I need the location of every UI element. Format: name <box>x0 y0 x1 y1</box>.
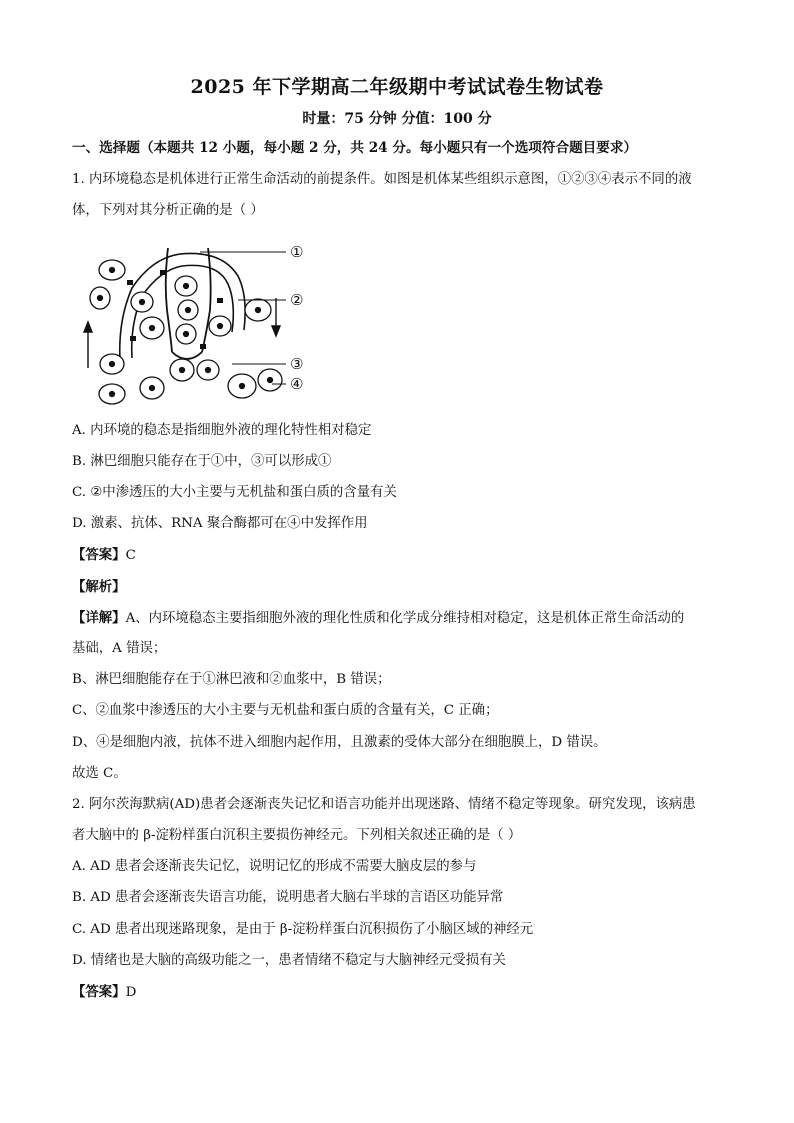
answer-value: C <box>125 548 136 563</box>
q2-option-d: D. 情绪也是大脑的高级功能之一，患者情绪不稳定与大脑神经元受损有关 <box>72 953 506 968</box>
q1-detail-line4: C、②血浆中渗透压的大小主要与无机盐和蛋白质的含量有关，C 正确； <box>72 703 499 718</box>
q1-conclusion: 故选 C。 <box>72 766 127 781</box>
label-2: ② <box>290 291 304 309</box>
q1-answer <box>72 545 136 566</box>
detail-text: A、内环境稳态主要指细胞外液的理化性质和化学成分维持相对稳定，这是机体正常生命活动的 <box>125 611 685 626</box>
q1-detail-line3: B、淋巴细胞能存在于①淋巴液和②血浆中，B 错误； <box>72 672 391 687</box>
q1-detail-line5: D、④是细胞内液，抗体不进入细胞内起作用，且激素的受体大部分在细胞膜上，D 错误。 <box>72 735 607 750</box>
answer-value: D <box>125 985 137 1000</box>
diagram-labels <box>290 243 303 393</box>
q1-detail-line1 <box>72 608 684 629</box>
label-4: ④ <box>290 375 304 393</box>
q1-stem-line2: 体，下列对其分析正确的是（ ） <box>72 203 264 218</box>
q1-option-c: C. ②中渗透压的大小主要与无机盐和蛋白质的含量有关 <box>72 485 397 500</box>
detail-label: 【详解】 <box>72 610 126 626</box>
q2-option-c: C. AD 患者出现迷路现象，是由于 β-淀粉样蛋白沉积损伤了小脑区域的神经元 <box>72 922 534 937</box>
q2-stem-line1: 2. 阿尔茨海默病(AD)患者会逐渐丧失记忆和语言功能并出现迷路、情绪不稳定等现象。研究发现，该病患 <box>72 797 696 812</box>
q2-option-a: A. AD 患者会逐渐丧失记忆，说明记忆的形成不需要大脑皮层的参与 <box>72 859 477 874</box>
q1-stem-line1: 1. 内环境稳态是机体进行正常生命活动的前提条件。如图是机体某些组织示意图，①②③④表示不同的液 <box>72 172 692 187</box>
tissue-cells <box>90 260 282 404</box>
section-heading: 一、选择题（本题共 12 小题，每小题 2 分，共 24 分。每小题只有一个选项符合题目要求） <box>72 140 638 156</box>
q1-option-d: D. 激素、抗体、RNA 聚合酶都可在④中发挥作用 <box>72 516 368 531</box>
label-3: ③ <box>290 355 304 373</box>
answer-label: 【答案】 <box>72 547 126 563</box>
q2-option-b: B. AD 患者会逐渐丧失语言功能，说明患者大脑右半球的言语区功能异常 <box>72 890 504 905</box>
tissue-diagram <box>72 240 332 410</box>
q1-detail-line2: 基础，A 错误； <box>72 641 167 656</box>
exam-time-score: 时量：75 分钟 分值：100 分 <box>302 111 492 127</box>
q2-answer <box>72 982 136 1003</box>
q1-option-b: B. 淋巴细胞只能存在于①中，③可以形成① <box>72 454 332 469</box>
label-1: ① <box>290 243 304 261</box>
q2-stem-line2: 者大脑中的 β-淀粉样蛋白沉积主要损伤神经元。下列相关叙述正确的是（ ） <box>72 828 522 843</box>
analysis-label: 【解析】 <box>72 579 126 595</box>
q1-option-a: A. 内环境的稳态是指细胞外液的理化特性相对稳定 <box>72 423 372 438</box>
answer-label: 【答案】 <box>72 984 126 1000</box>
page-title: 2025 年下学期高二年级期中考试试卷生物试卷 <box>190 76 604 98</box>
